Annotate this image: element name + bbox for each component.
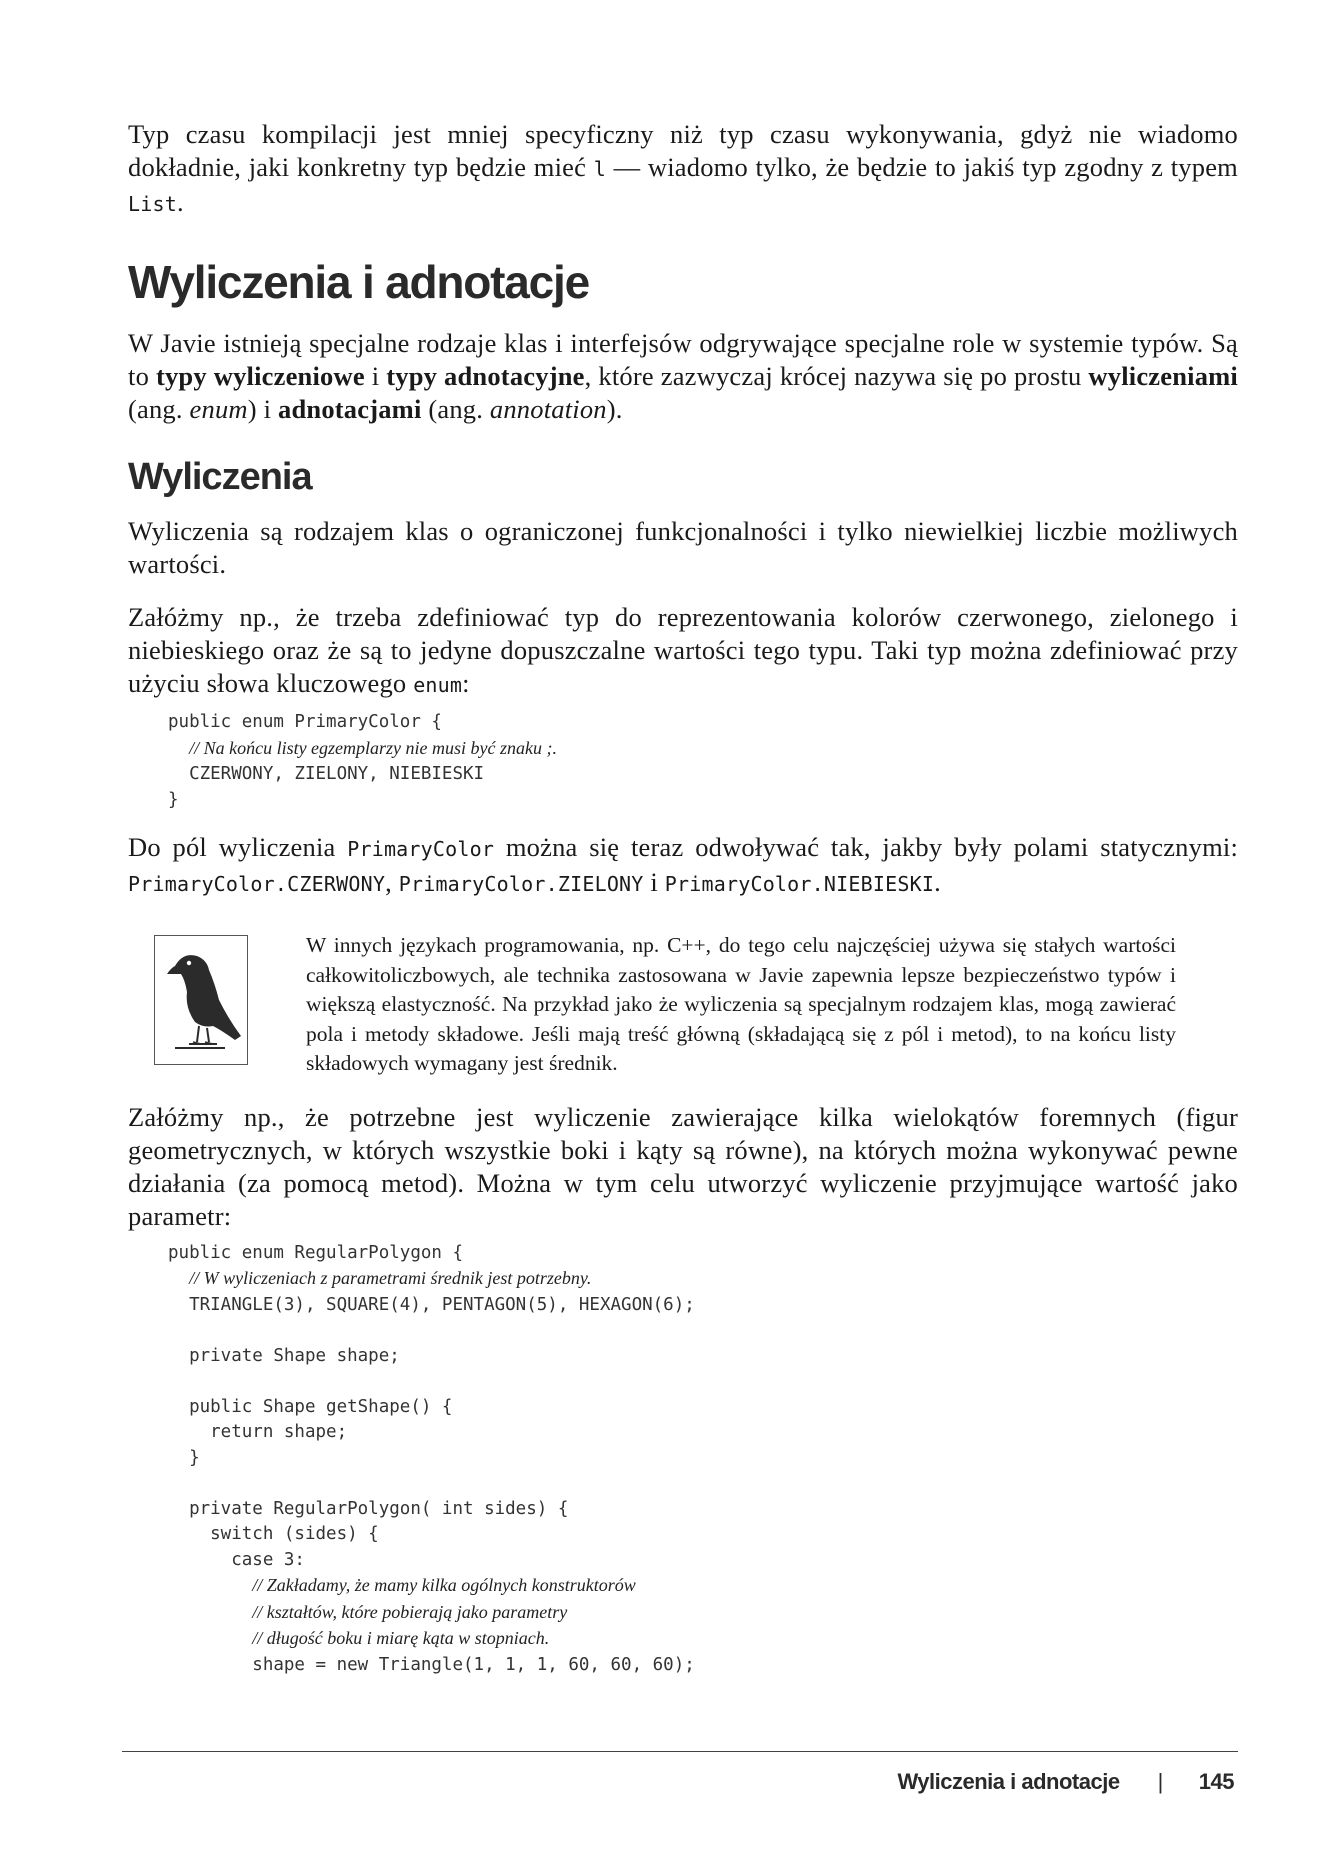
intro-text: — wiadomo tylko, że będzie to jakiś typ zgodny z typem [605, 152, 1238, 182]
code-line: switch (sides) { [168, 1524, 379, 1544]
text: Do pól wyliczenia [128, 832, 348, 862]
note-text: W innych językach programowania, np. C++, do tego celu najczęściej używa się stałych wartości całkowitoliczbowych, ale technika zastosowana w Javie zapewnia lepsze bezpieczeństwo typów i większą elastyczność. Na przykład jako że wyliczenia są specjalnym rodzajem klas, mogą zawierać pola i metody składowe. Jeśli mają treść główną (składającą się z pól i metod), to na końcu listy składowych wymagany jest średnik. [306, 933, 1176, 1075]
text: i [364, 361, 387, 391]
code-line: public enum RegularPolygon { [168, 1242, 464, 1263]
inline-code: PrimaryColor.NIEBIESKI [664, 872, 935, 896]
text: . [934, 867, 941, 897]
code-comment: // Na końcu listy egzemplarzy nie musi być znaku ;. [189, 737, 558, 758]
inline-code: PrimaryColor [347, 837, 495, 861]
inline-code: List [128, 192, 177, 216]
code-line: } [168, 1447, 200, 1468]
code-line: public Shape getShape() { [168, 1396, 453, 1417]
intro-paragraph [128, 118, 1238, 221]
subsection-heading: Wyliczenia [128, 456, 312, 498]
section-heading: Wyliczenia i adnotacje [128, 256, 590, 308]
text: , które zazwyczaj krócej nazywa się po prostu [584, 361, 1089, 391]
code-comment: // W wyliczeniach z parametrami średnik jest potrzebny. [189, 1268, 592, 1288]
bold-term: wyliczeniami [1088, 361, 1238, 391]
code-line: TRIANGLE(3), SQUARE(4), PENTAGON(5), HEXAGON(6); [168, 1294, 695, 1315]
text: (ang. [128, 394, 190, 424]
code-line: CZERWONY, ZIELONY, NIEBIESKI [168, 764, 485, 784]
bold-term: adnotacjami [278, 394, 422, 424]
text: : [462, 668, 470, 698]
code-line: private RegularPolygon( int sides) { [168, 1498, 569, 1519]
text: i [643, 867, 665, 897]
inline-code: enum [413, 673, 463, 697]
text: , [385, 867, 399, 897]
enum-description-paragraph: Wyliczenia są rodzajem klas o ograniczonej funkcjonalności i tylko niewielkiej liczbie możliwych wartości. [128, 516, 1238, 579]
text: W Javie istnieją specjalne rodzaje klas i interfejsów odgrywające specjalne role w systemie typów. Są to [128, 328, 1238, 391]
italic-term: annotation [489, 394, 607, 424]
footer-divider [122, 1751, 1238, 1752]
code-line: public enum PrimaryColor { [168, 712, 442, 732]
text: ) i [247, 394, 278, 424]
code-line: private Shape shape; [168, 1345, 400, 1366]
code-comment: // Zakładamy, że mamy kilka ogólnych konstruktorów [252, 1575, 636, 1595]
text: można się teraz odwoływać tak, jakby były polami statycznymi: [494, 832, 1239, 862]
footer-separator: | [1157, 1769, 1163, 1794]
footer-section-title: Wyliczenia i adnotacje [897, 1769, 1120, 1794]
section-intro-paragraph [128, 327, 1238, 426]
page-footer [897, 1769, 1234, 1795]
inline-code: PrimaryColor.CZERWONY [128, 872, 386, 896]
inline-code: l [593, 157, 606, 181]
text: (ang. [421, 394, 490, 424]
text: Załóżmy np., że trzeba zdefiniować typ do reprezentowania kolorów czerwonego, zielonego i niebieskiego oraz że są to jedyne dopuszczalne wartości tego typu. Taki typ można zdefiniować przy użyciu słowa kluczowego [128, 602, 1238, 698]
code-block-regularpolygon [168, 1241, 1238, 1679]
intro-text: Typ czasu kompilacji jest mniej specyficzny niż typ czasu wykonywania, gdyż nie wiadomo dokładnie, jaki konkretny typ będzie mieć [128, 119, 1238, 182]
page-content [128, 118, 1238, 1696]
inline-code: PrimaryColor.ZIELONY [398, 872, 644, 896]
intro-text: . [176, 187, 184, 217]
crow-icon [154, 935, 248, 1065]
bold-term: typy adnotacyjne [386, 361, 585, 391]
bold-term: typy wyliczeniowe [155, 361, 365, 391]
polygon-paragraph: Załóżmy np., że potrzebne jest wyliczenie zawierające kilka wielokątów foremnych (figur geometrycznych, w których wszystkie boki i kąty są równe), na których można wykonywać pewne działania (za pomocą metod). Można w tym celu utworzyć wyliczenie przyjmujące wartość jako parametr: [128, 1101, 1238, 1231]
enum-example-paragraph [128, 601, 1238, 702]
italic-term: enum [189, 394, 248, 424]
code-comment: // długość boku i miarę kąta w stopniach. [252, 1628, 550, 1648]
code-block-primarycolor [168, 710, 1238, 813]
note-box [128, 931, 1238, 1079]
code-line: shape = new Triangle(1, 1, 1, 60, 60, 60); [168, 1654, 695, 1675]
code-line: case 3: [168, 1549, 305, 1570]
enum-fields-paragraph [128, 831, 1238, 901]
code-indent [168, 739, 189, 759]
code-comment: // kształtów, które pobierają jako parametry [252, 1601, 568, 1622]
code-line: } [168, 789, 179, 810]
code-line: return shape; [168, 1422, 348, 1442]
page-number: 145 [1198, 1769, 1234, 1794]
text: ). [606, 394, 623, 424]
